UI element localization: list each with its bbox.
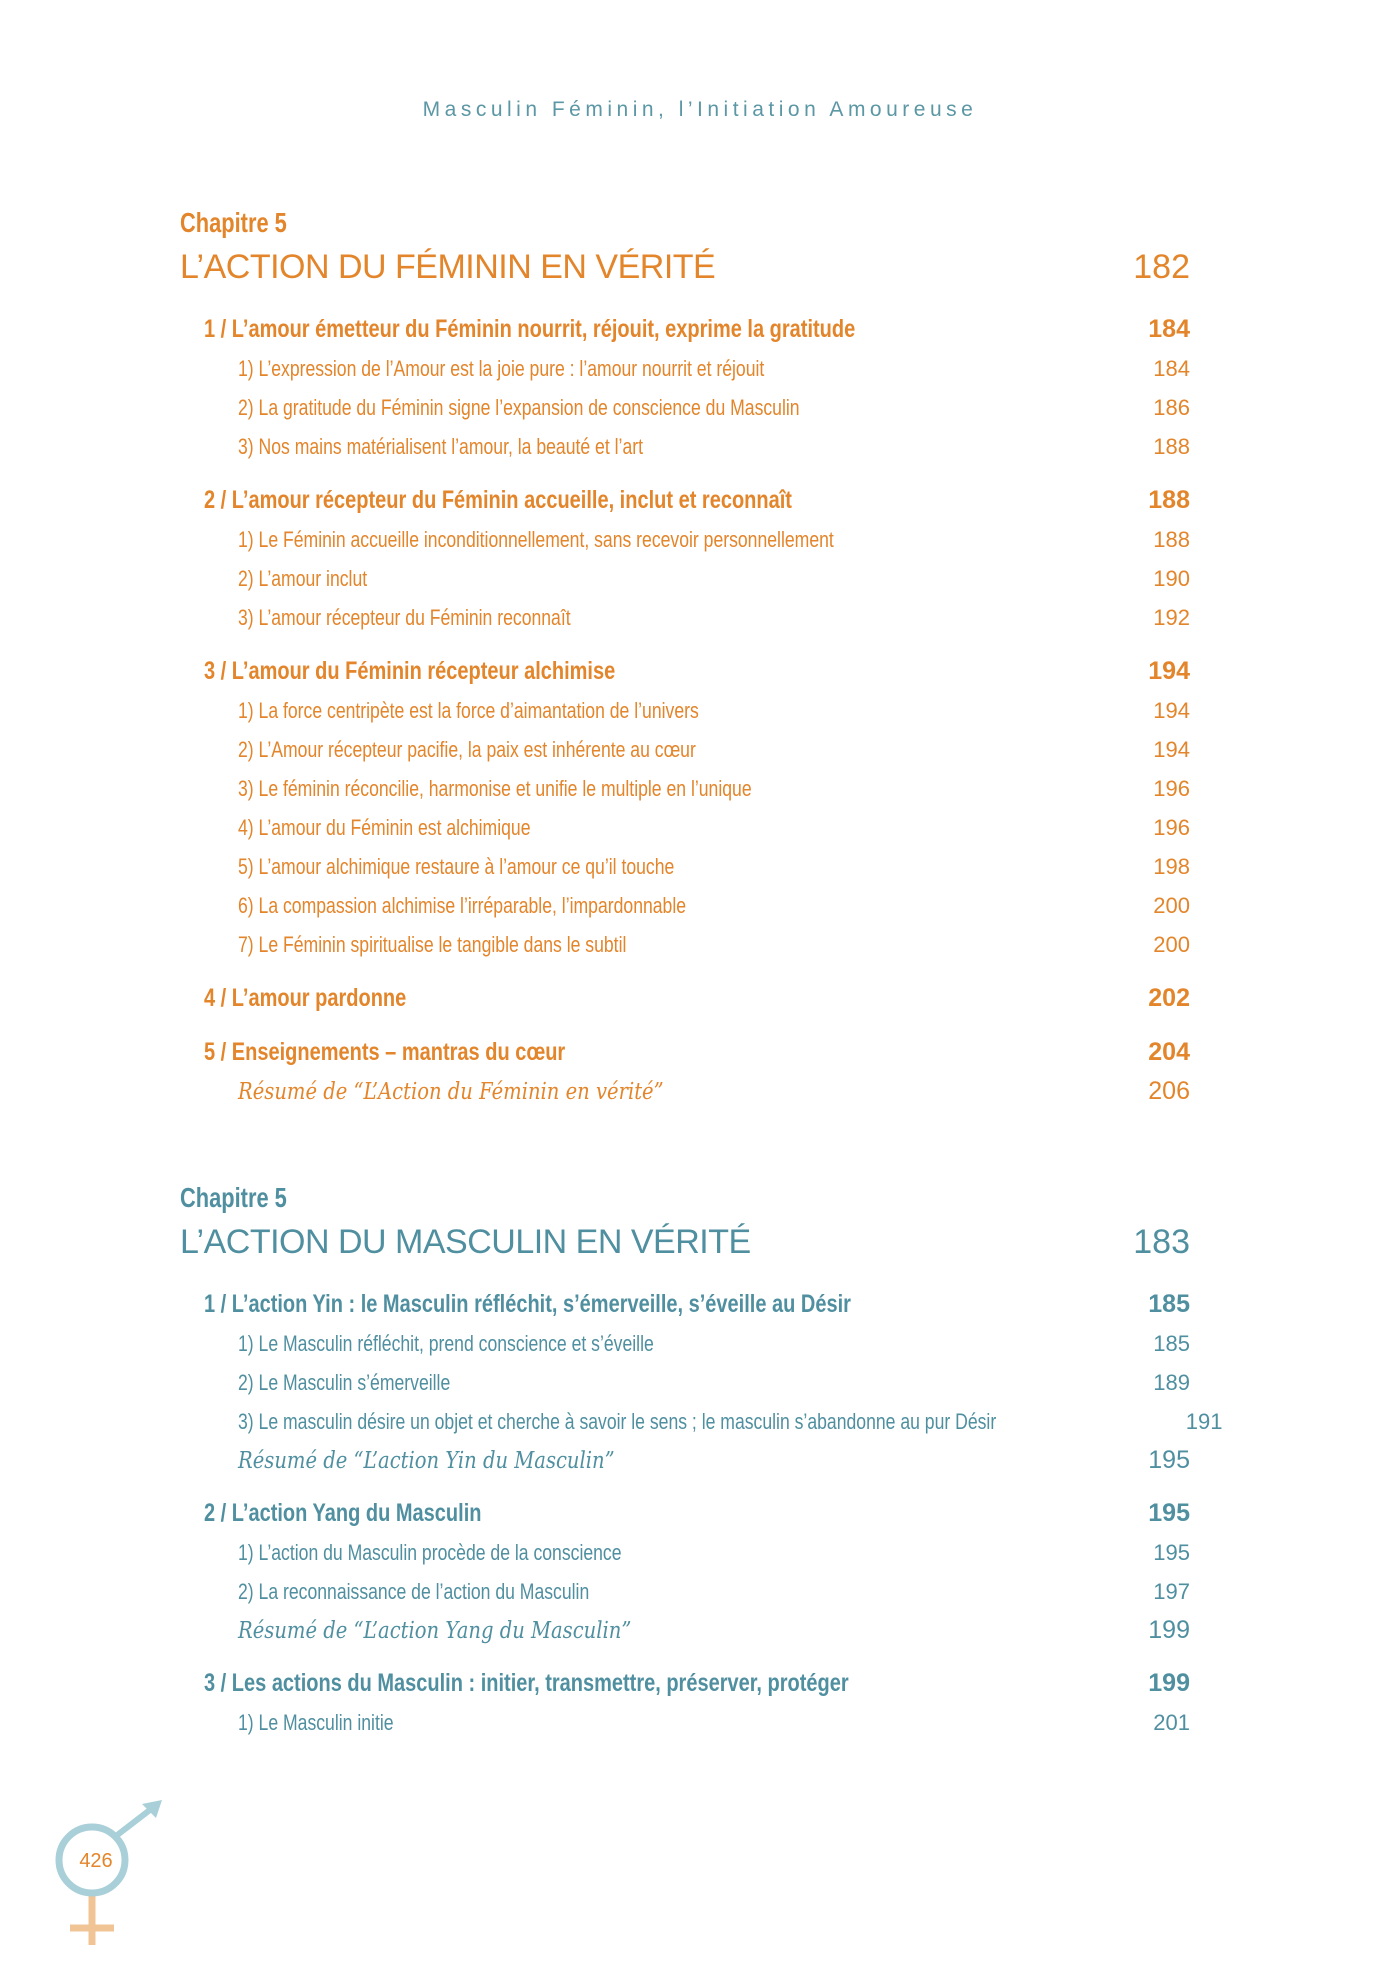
toc-section (204, 1032, 1190, 1110)
toc-entry[interactable] (204, 388, 1190, 427)
section-page: 185 (1148, 1290, 1190, 1318)
entry-page: 185 (1153, 1331, 1190, 1356)
toc-section (204, 978, 1190, 1018)
entry-title: 2) Le Masculin s’émerveille (238, 1370, 451, 1395)
chapter-title-row (180, 241, 1190, 293)
toc-entry[interactable] (204, 1324, 1190, 1363)
toc-entry[interactable] (204, 808, 1190, 847)
chapter-title-row (180, 1216, 1190, 1268)
chapter-title: L’ACTION DU MASCULIN EN VÉRITÉ (180, 1223, 751, 1261)
section-heading[interactable] (204, 1493, 1190, 1533)
entry-title: 3) L’amour récepteur du Féminin reconnaît (238, 605, 571, 630)
entry-page: 195 (1153, 1540, 1190, 1565)
section-heading[interactable] (204, 1284, 1190, 1324)
entry-title: 4) L’amour du Féminin est alchimique (238, 815, 531, 840)
venus-mars-icon (50, 1800, 170, 1960)
entry-title: 6) La compassion alchimise l’irréparable, l’impardonnable (238, 893, 687, 918)
chapter-page: 183 (1133, 1223, 1190, 1261)
section-heading[interactable] (204, 1032, 1190, 1072)
entry-title: 1) L’expression de l’Amour est la joie pure : l’amour nourrit et réjouit (238, 356, 765, 381)
entry-title: 2) La reconnaissance de l’action du Masculin (238, 1579, 590, 1604)
entry-title: 1) Le Féminin accueille inconditionnellement, sans recevoir personnellement (238, 527, 834, 552)
summary-title: Résumé de “L’Action du Féminin en vérité” (238, 1079, 664, 1105)
toc-section (204, 651, 1190, 964)
section-page: 202 (1148, 984, 1190, 1012)
toc-entry[interactable] (204, 427, 1190, 466)
toc-entry[interactable] (204, 925, 1190, 964)
entry-page: 194 (1153, 737, 1190, 762)
section-title: 3 / Les actions du Masculin : initier, transmettre, préserver, protéger (204, 1669, 849, 1697)
entry-page: 197 (1153, 1579, 1190, 1604)
toc-entry[interactable] (204, 730, 1190, 769)
entry-title: 5) L’amour alchimique restaure à l’amour ce qu’il touche (238, 854, 675, 879)
entry-title: 3) Le masculin désire un objet et cherche à savoir le sens ; le masculin s’abandonne au pur Désir (238, 1409, 997, 1434)
toc-entry[interactable] (204, 691, 1190, 730)
entry-title: 2) La gratitude du Féminin signe l’expansion de conscience du Masculin (238, 395, 800, 420)
toc-section (204, 309, 1190, 466)
entry-page: 196 (1153, 776, 1190, 801)
entry-page: 198 (1153, 854, 1190, 879)
entry-page: 186 (1153, 395, 1190, 420)
summary-page: 199 (1148, 1616, 1190, 1644)
section-heading[interactable] (204, 978, 1190, 1018)
section-title: 2 / L’amour récepteur du Féminin accueille, inclut et reconnaît (204, 486, 792, 514)
summary-title: Résumé de “L’action Yin du Masculin” (238, 1448, 615, 1474)
entry-title: 2) L’Amour récepteur pacifie, la paix est inhérente au cœur (238, 737, 696, 762)
section-page: 195 (1148, 1499, 1190, 1527)
entry-page: 190 (1153, 566, 1190, 591)
entry-page: 192 (1153, 605, 1190, 630)
toc-section (204, 1493, 1190, 1649)
toc-entry[interactable] (204, 847, 1190, 886)
toc-entry[interactable] (204, 1363, 1190, 1402)
entry-title: 3) Le féminin réconcilie, harmonise et unifie le multiple en l’unique (238, 776, 752, 801)
toc-entry[interactable] (204, 520, 1190, 559)
section-heading[interactable] (204, 309, 1190, 349)
section-title: 4 / L’amour pardonne (204, 984, 407, 1012)
entry-page: 200 (1153, 893, 1190, 918)
summary-entry[interactable] (204, 1072, 1190, 1110)
section-page: 194 (1148, 657, 1190, 685)
entry-page: 184 (1153, 356, 1190, 381)
entry-title: 7) Le Féminin spiritualise le tangible dans le subtil (238, 932, 627, 957)
summary-page: 195 (1148, 1446, 1190, 1474)
entry-page: 188 (1153, 434, 1190, 459)
summary-entry[interactable] (204, 1611, 1190, 1649)
section-title: 1 / L’amour émetteur du Féminin nourrit, réjouit, exprime la gratitude (204, 315, 856, 343)
chapter-masculin (180, 1180, 1223, 1756)
summary-entry[interactable] (204, 1441, 1190, 1479)
section-title: 3 / L’amour du Féminin récepteur alchimise (204, 657, 616, 685)
toc-entry[interactable] (204, 769, 1190, 808)
toc-section (204, 1284, 1223, 1479)
entry-page: 201 (1153, 1710, 1190, 1735)
summary-title: Résumé de “L’action Yang du Masculin” (238, 1618, 632, 1644)
entry-page: 191 (1185, 1409, 1223, 1434)
section-heading[interactable] (204, 651, 1190, 691)
section-page: 188 (1148, 486, 1190, 514)
entry-title: 1) Le Masculin réfléchit, prend conscience et s’éveille (238, 1331, 654, 1356)
toc-section (204, 1663, 1190, 1742)
summary-page: 206 (1148, 1077, 1190, 1105)
chapter-feminin (180, 205, 1190, 1124)
running-header: Masculin Féminin, l’Initiation Amoureuse (422, 98, 978, 121)
section-page: 204 (1148, 1038, 1190, 1066)
section-heading[interactable] (204, 1663, 1190, 1703)
entry-title: 3) Nos mains matérialisent l’amour, la beauté et l’art (238, 434, 643, 459)
section-title: 1 / L’action Yin : le Masculin réfléchit, s’émerveille, s’éveille au Désir (204, 1290, 851, 1318)
toc-entry[interactable] (204, 1402, 1223, 1441)
entry-page: 196 (1153, 815, 1190, 840)
toc-entry[interactable] (204, 598, 1190, 637)
toc-entry[interactable] (204, 559, 1190, 598)
entry-title: 1) La force centripète est la force d’aimantation de l’univers (238, 698, 699, 723)
chapter-label: Chapitre 5 (180, 207, 287, 238)
entry-page: 189 (1153, 1370, 1190, 1395)
section-page: 184 (1148, 315, 1190, 343)
entry-page: 194 (1153, 698, 1190, 723)
section-title: 5 / Enseignements – mantras du cœur (204, 1038, 566, 1066)
toc-entry[interactable] (204, 886, 1190, 925)
toc-section (204, 480, 1190, 637)
entry-page: 188 (1153, 527, 1190, 552)
section-title: 2 / L’action Yang du Masculin (204, 1499, 482, 1527)
entry-title: 1) L’action du Masculin procède de la conscience (238, 1540, 622, 1565)
entry-title: 1) Le Masculin initie (238, 1710, 394, 1735)
chapter-page: 182 (1133, 248, 1190, 286)
toc-entry[interactable] (204, 1703, 1190, 1742)
entry-page: 200 (1153, 932, 1190, 957)
section-page: 199 (1148, 1669, 1190, 1697)
chapter-label: Chapitre 5 (180, 1182, 287, 1213)
chapter-title: L’ACTION DU FÉMININ EN VÉRITÉ (180, 248, 716, 286)
toc-entry[interactable] (204, 1533, 1190, 1572)
toc-entry[interactable] (204, 1572, 1190, 1611)
section-heading[interactable] (204, 480, 1190, 520)
toc-entry[interactable] (204, 349, 1190, 388)
entry-title: 2) L’amour inclut (238, 566, 368, 591)
page-number: 426 (79, 1850, 113, 1872)
